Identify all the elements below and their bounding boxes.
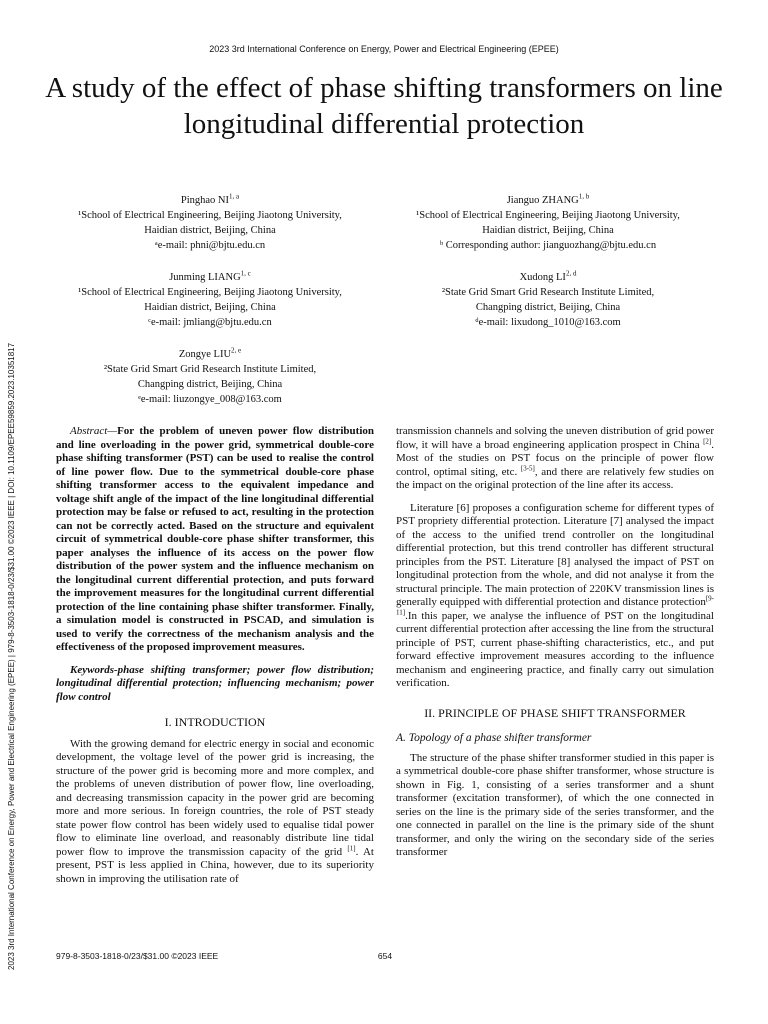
author-affiliation: ¹School of Electrical Engineering, Beijing Jiaotong University, (416, 210, 680, 221)
conference-header: 2023 3rd International Conference on Energy, Power and Electrical Engineering (EPEE) (209, 44, 559, 54)
author-name: Zongye LIU$^{2, e}$ (178, 346, 242, 360)
paragraph: transmission channels and solving the uneven distribution of grid power flow, it will have a broad engineering application prospect in China [2]. Most of the studies on PST focus on the principle of power flow control, optimal siting, etc. [3-5], and there are relatively few studies on the impact on the original protection of the line after its access. (396, 425, 714, 491)
author-email: ᶜe-mail: jmliang@bjtu.edu.cn (148, 317, 272, 328)
author-affiliation: Changping district, Beijing, China (137, 379, 283, 390)
author-block (60, 347, 360, 407)
paragraph: With the growing demand for electric energy in social and economic development, the voltage level of the power grid is increasing, the structure of the power grid is becoming more and more complex, and the problems of uneven distribution of power flow, line overloading, and decreasing transmission capacity in the power grid are becoming more and more serious. In foreign countries, the role of PST steady state power flow control has been widely used to equalise tidal power flow to eliminate line overload, and reasonably distribute line tidal power flow to improve the transmission capacity of the grid [1]. At present, PST is less applied in China, however, due to its superiority shown in improving the utilisation rate of (56, 737, 374, 885)
subsection-heading: A. Topology of a phase shifter transformer (396, 732, 592, 744)
author-affiliation: ¹School of Electrical Engineering, Beijing Jiaotong University, (78, 287, 342, 298)
author-name: Pinghao NI$^{1, a}$ (180, 192, 240, 206)
right-column (396, 425, 714, 860)
author-affiliation: ¹School of Electrical Engineering, Beijing Jiaotong University, (78, 210, 342, 221)
abstract-label: Abstract— (70, 425, 118, 437)
author-name: Jianguo ZHANG$^{1, b}$ (506, 192, 590, 206)
abstract-text: For the problem of uneven power flow distribution and line overloading in the power grid, symmetrical double-core phase shifting transformer (PST) can be used to realise the control of line power flow. Due to the symmetrical double-core phase shifting transformer access to the equivalent impedance and voltage shift angle of the impact of the line longitudinal differential protection may be false or refused to act, resulting in the protection can not be correctly acted. Based on the structure and equivalent circuit of symmetrical double-core phase shifter transformer, this paper analyses the influence of its access on the power flow distribution of the power system and the influence mechanism on the longitudinal current differential protection, and puts forward the improvement measures for the longitudinal current differential protection of the line containing phase shifter transformer. Finally, a simulation model is constructed in PSCAD, and simulation is used to verify the correctness of the mechanism analysis and the effectiveness of the proposed improvement measures. (56, 425, 374, 653)
paper-title: A study of the effect of phase shifting transformers on line longitudinal differential protection (45, 72, 723, 140)
author-affiliation: ²State Grid Smart Grid Research Institute Limited, (103, 364, 317, 375)
author-name: Junming LIANG$^{1, c}$ (169, 269, 251, 283)
author-affiliation: Haidian district, Beijing, China (482, 225, 614, 236)
section-heading: II. PRINCIPLE OF PHASE SHIFT TRANSFORMER (424, 705, 686, 720)
paragraph: Literature [6] proposes a configuration scheme for different types of PST propriety differential protection. Literature [7] analysed the impact of the access to the unified trend controller on the longitudinal differential protection, but this trend controller has different structural principles from the PST. Literature [8] analysed the impact of PST on longitudinal protection from the whole, and did not analyse it from the structural principle. The main protection of 220KV transmission lines is generally equipped with differential protection and distance protection[9-11].In this paper, we analyse the influence of PST on the longitudinal current differential protection after accessing the line from the structural principle of PST, current phase-shifting characteristics, etc., and put forward effective improvement measures according to the influence mechanism and engineering practice, and finally carry out simulation verification. (396, 501, 714, 689)
author-affiliation: Haidian district, Beijing, China (144, 302, 276, 313)
author-email: ᵉe-mail: liuzongye_008@163.com (138, 394, 282, 405)
abstract (56, 425, 374, 655)
author-block (60, 193, 360, 253)
keywords: Keywords-phase shifting transformer; power flow distribution; longitudinal differential protection; influencing mechanism; power flow control (56, 663, 374, 703)
author-block (398, 193, 698, 253)
author-block (60, 270, 360, 330)
side-margin-text (4, 210, 16, 970)
author-block (398, 270, 698, 330)
author-affiliation: ²State Grid Smart Grid Research Institute Limited, (441, 287, 655, 298)
author-affiliation: Changping district, Beijing, China (475, 302, 621, 313)
citation: [1] (347, 843, 356, 852)
citation: [9-11] (396, 594, 714, 616)
author-affiliation: Haidian district, Beijing, China (144, 225, 276, 236)
left-column (56, 425, 374, 886)
page-number: 654 (377, 951, 393, 961)
author-email: ᵇ Corresponding author: jianguozhang@bjtu.edu.cn (439, 240, 657, 251)
paragraph: The structure of the phase shifter transformer studied in this paper is a symmetrical double-core phase shifter transformer, whose structure is shown in Fig. 1, consisting of a series transformer and a shunt transformer (excitation transformer), of which the one connected in series on the line is the primary side of the series transformer, and the one connected in parallel on the line is the primary side of the shunt transformer, and only the wiring on the secondary side of the series transformer (396, 751, 714, 858)
side-identifier: 2023 3rd International Conference on Energy, Power and Electrical Engineering (EPEE) | 979-8-3503-1818-0/23/$31.00 ©2023 IEEE | DOI: 10.1109/EPEE59859.2023.10351817 (7, 342, 16, 970)
author-email: ᵃe-mail: phni@bjtu.edu.cn (154, 240, 266, 251)
copyright-footer: 979-8-3503-1818-0/23/$31.00 ©2023 IEEE (56, 951, 219, 961)
citation: [2] (703, 436, 712, 445)
section-heading: I. INTRODUCTION (164, 715, 266, 729)
author-email: ᵈe-mail: lixudong_1010@163.com (475, 317, 621, 328)
author-name: Xudong LI$^{2, d}$ (519, 269, 577, 283)
citation: [3-5] (520, 463, 535, 472)
